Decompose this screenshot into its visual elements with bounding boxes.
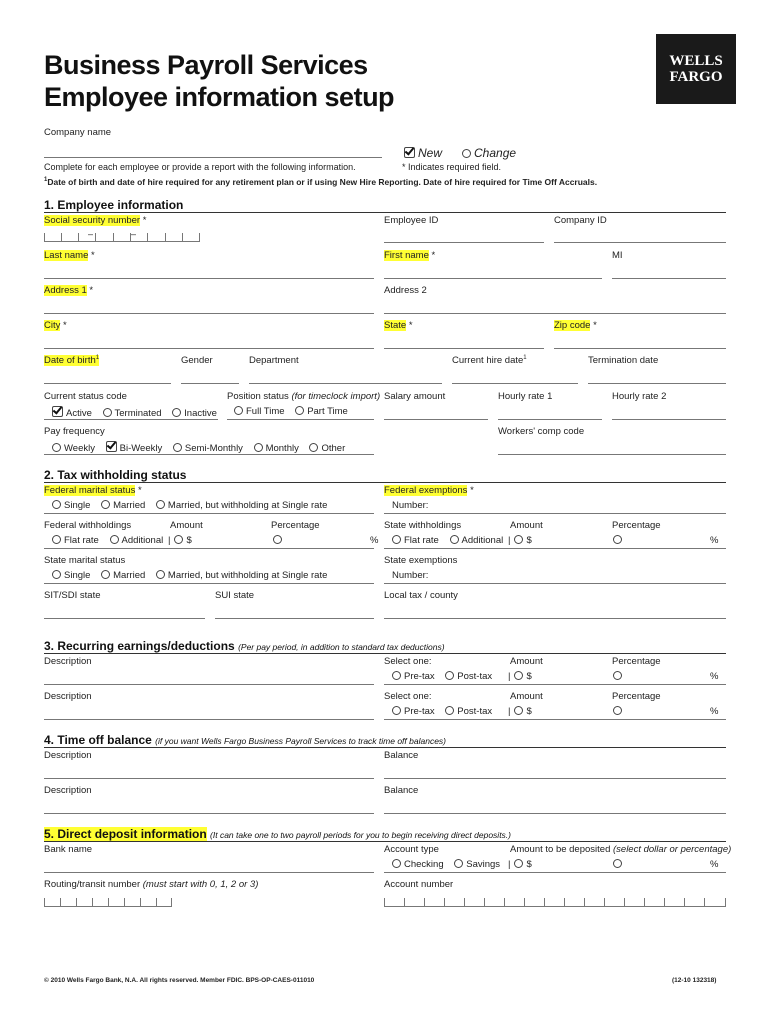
company-id-field[interactable] [554,242,726,243]
federal-withholdings-label: Federal withholdings [44,520,132,531]
mi-label: MI [612,250,623,261]
pretax-option[interactable]: Pre-tax [392,671,435,682]
radio-icon [295,406,304,415]
radio-icon [173,443,182,452]
address1-field[interactable] [44,313,374,314]
earnings-amount-label-2: Amount [510,691,543,702]
federal-exemptions-field[interactable] [384,513,726,514]
radio-icon [110,535,119,544]
zip-field[interactable] [554,348,726,349]
federal-percentage-label: Percentage [271,520,320,531]
hourly-rate-1-label: Hourly rate 1 [498,391,553,402]
change-option[interactable]: Change [462,146,516,160]
account-type-label: Account type [384,844,439,855]
hourly-rate-2-field[interactable] [612,419,726,420]
section-divider [44,841,726,842]
section-divider [44,482,726,483]
monthly-option[interactable]: Monthly [254,443,299,454]
city-field[interactable] [44,348,374,349]
married-option[interactable]: Married [101,570,145,581]
state-dollar-option[interactable]: | $ [508,535,532,546]
semimonthly-option[interactable]: Semi-Monthly [173,443,243,454]
instructions-text: Complete for each employee or provide a report with the following information. [44,162,356,172]
state-exemptions-label: State exemptions [384,555,458,566]
radio-icon [273,535,282,544]
last-name-label: Last name * [44,250,95,261]
radio-icon [392,671,401,680]
radio-icon [254,443,263,452]
deposit-dollar-option[interactable]: | $ [508,859,532,870]
time-off-balance-label: Balance [384,750,419,761]
radio-icon [445,706,454,715]
hourly-rate-1-field[interactable] [498,419,602,420]
earnings-percent-option-2[interactable] [613,706,625,717]
workers-comp-field[interactable] [498,454,726,455]
ssn-dash-1: – [88,229,94,239]
hire-date-field[interactable] [452,383,578,384]
department-field[interactable] [249,383,442,384]
termination-date-field[interactable] [588,383,726,384]
radio-icon [445,671,454,680]
radio-icon [174,535,183,544]
position-status-label: Position status (for timeclock import) [227,391,381,402]
checking-option[interactable]: Checking [392,859,444,870]
status-field [44,419,218,420]
checked-icon [52,406,63,417]
routing-number-label: Routing/transit number (must start with 0, 1, 2 or 3) [44,879,259,890]
earnings-dollar-option[interactable]: | $ [508,671,532,682]
section-divider [44,212,726,213]
radio-icon [514,859,523,868]
radio-icon [101,500,110,509]
radio-icon [234,406,243,415]
dob-field[interactable] [44,383,171,384]
sit-sdi-field[interactable] [44,618,205,619]
radio-icon [450,535,459,544]
radio-icon [172,408,181,417]
ssn-label: Social security number * [44,215,147,226]
married-single-option[interactable]: Married, but withholding at Single rate [156,570,327,581]
footer-copyright: © 2010 Wells Fargo Bank, N.A. All rights reserved. Member FDIC. BPS-OP-CAES-011010 [44,977,315,984]
routing-number-field[interactable] [44,898,172,907]
account-number-label: Account number [384,879,454,890]
section-2-title: 2. Tax withholding status [44,468,187,482]
status-inactive-option[interactable]: Inactive [172,408,217,419]
company-name-label: Company name [44,127,112,138]
wells-fargo-logo [656,34,736,104]
radio-icon [156,570,165,579]
address2-field[interactable] [384,313,726,314]
state-exemptions-number: Number: [392,570,429,581]
salary-label: Salary amount [384,391,446,402]
salary-field[interactable] [384,419,488,420]
bank-name-field[interactable] [44,872,374,873]
earnings-amount-label: Amount [510,656,543,667]
local-tax-label: Local tax / county [384,590,458,601]
weekly-option[interactable]: Weekly [52,443,95,454]
status-options [52,406,225,419]
city-label: City * [44,320,67,331]
state-marital-field [44,583,374,584]
radio-icon [52,443,61,452]
footnote: $^1$Date of birth and date of hire required for any retirement plan or if using New Hire Reporting. Date of hire required for Time Off Accruals. [44,177,598,187]
gender-field[interactable] [181,383,239,384]
position-field [227,419,374,420]
flat-rate-option[interactable]: Flat rate [52,535,99,546]
address1-label: Address 1 * [44,285,94,296]
hire-date-label: Current hire date$^1$ [452,355,527,367]
radio-icon [613,706,622,715]
radio-icon [514,535,523,544]
radio-icon [52,535,61,544]
radio-icon [514,671,523,680]
radio-icon [101,570,110,579]
section-divider [44,653,726,654]
state-label: State * [384,320,413,331]
required-note: * Indicates required field. [402,162,502,172]
posttax-option[interactable]: Post-tax [445,671,492,682]
status-terminated-option[interactable]: Terminated [103,408,162,419]
tax-type-options [392,671,500,682]
additional-option[interactable]: Additional [110,535,164,546]
department-label: Department [249,355,299,366]
earnings-amount-field[interactable] [384,684,726,685]
tax-type-options-2 [392,706,500,717]
radio-icon [392,535,401,544]
radio-icon [613,859,622,868]
time-off-balance-field[interactable] [384,778,726,779]
radio-icon [156,500,165,509]
radio-icon [52,500,61,509]
radio-icon [52,570,61,579]
federal-percent-sign: % [370,535,379,546]
title-line-1: Business Payroll Services [44,50,368,80]
radio-icon [103,408,112,417]
earnings-percentage-label: Percentage [612,656,661,667]
hourly-rate-2-label: Hourly rate 2 [612,391,667,402]
posttax-option[interactable]: Post-tax [445,706,492,717]
single-option[interactable]: Single [52,500,90,511]
earnings-description-field-2[interactable] [44,719,374,720]
married-single-option[interactable]: Married, but withholding at Single rate [156,500,327,511]
workers-comp-label: Workers' comp code [498,426,585,437]
pay-frequency-label: Pay frequency [44,426,105,437]
state-percent-option[interactable] [613,535,625,546]
bank-name-label: Bank name [44,844,93,855]
radio-icon [462,149,471,158]
select-one-label: Select one: [384,656,432,667]
first-name-label: First name * [384,250,436,261]
employee-id-field[interactable] [384,242,544,243]
logo-line-2: FARGO [669,69,723,85]
federal-marital-options [52,500,335,511]
federal-amount-label: Amount [170,520,203,531]
savings-option[interactable]: Savings [454,859,500,870]
full-time-option[interactable]: Full Time [234,406,285,417]
title-line-2: Employee information setup [44,82,395,112]
earnings-percentage-label-2: Percentage [612,691,661,702]
state-marital-options [52,570,335,581]
radio-icon [392,859,401,868]
termination-date-label: Termination date [588,355,659,366]
sit-sdi-label: SIT/SDI state [44,590,101,601]
pay-frequency-options [52,441,353,454]
account-type-options [392,859,508,870]
state-percent-sign: % [710,535,719,546]
federal-dollar-option[interactable]: | $ [168,535,192,546]
single-option[interactable]: Single [52,570,90,581]
married-option[interactable]: Married [101,500,145,511]
sui-label: SUI state [215,590,255,601]
footer-form-code: (12-10 132318) [672,977,717,984]
radio-icon [514,706,523,715]
ssn-dash-2: – [131,229,137,239]
pay-frequency-field [44,454,374,455]
section-divider [44,747,726,748]
zip-label: Zip code * [554,320,597,331]
flat-rate-option[interactable]: Flat rate [392,535,439,546]
first-name-field[interactable] [384,278,602,279]
federal-withholding-options [52,535,171,546]
state-percentage-label: Percentage [612,520,661,531]
state-marital-label: State marital status [44,555,126,566]
radio-icon [309,443,318,452]
select-one-label-2: Select one: [384,691,432,702]
time-off-description-label-2: Description [44,785,92,796]
deposit-field[interactable] [384,872,726,873]
amount-deposited-label: Amount to be deposited (select dollar or percentage) [510,844,732,855]
state-exemptions-field[interactable] [384,583,726,584]
section-3-title: 3. Recurring earnings/deductions (Per pay period, in addition to standard tax deductions) [44,639,445,653]
earnings-percent-sign-2: % [710,706,719,717]
status-active-option[interactable]: Active [52,408,92,419]
earnings-dollar-option-2[interactable]: | $ [508,706,532,717]
radio-icon [613,535,622,544]
gender-label: Gender [181,355,213,366]
biweekly-option[interactable]: Bi-Weekly [106,443,163,454]
dob-label: Date of birth$^1$ [44,355,100,367]
radio-icon [392,706,401,715]
account-number-field[interactable] [384,898,726,907]
time-off-description-label: Description [44,750,92,761]
section-5-title: 5. Direct deposit information (It can take one to two payroll periods for you to begin receiving direct deposits.) [44,827,511,841]
federal-exemptions-number: Number: [392,500,429,511]
federal-marital-field [44,513,374,514]
new-option[interactable]: New [404,146,442,160]
pretax-option[interactable]: Pre-tax [392,706,435,717]
earnings-description-label: Description [44,656,92,667]
federal-withholding-field [44,548,374,549]
earnings-description-field[interactable] [44,684,374,685]
earnings-percent-sign: % [710,671,719,682]
logo-line-1: WELLS [669,53,723,69]
federal-exemptions-label: Federal exemptions * [384,485,474,496]
earnings-percent-option[interactable] [613,671,625,682]
additional-option[interactable]: Additional [450,535,504,546]
radio-icon [454,859,463,868]
federal-percent-option[interactable] [273,535,285,546]
deposit-percent-option[interactable] [613,859,625,870]
sui-field[interactable] [215,618,374,619]
section-4-title: 4. Time off balance (if you want Wells Fargo Business Payroll Services to track time off balances) [44,733,446,747]
mi-field[interactable] [612,278,726,279]
address2-label: Address 2 [384,285,427,296]
checked-icon [106,441,117,452]
earnings-description-label-2: Description [44,691,92,702]
position-options [234,406,356,417]
federal-marital-label: Federal marital status * [44,485,142,496]
state-withholdings-label: State withholdings [384,520,462,531]
employee-id-label: Employee ID [384,215,439,226]
earnings-amount-field-2[interactable] [384,719,726,720]
deposit-percent-sign: % [710,859,719,870]
part-time-option[interactable]: Part Time [295,406,348,417]
radio-icon [613,671,622,680]
state-amount-label: Amount [510,520,543,531]
company-id-label: Company ID [554,215,607,226]
checked-icon [404,147,415,158]
time-off-description-field[interactable] [44,778,374,779]
company-name-field[interactable] [44,157,382,158]
state-field[interactable] [384,348,544,349]
time-off-balance-label-2: Balance [384,785,419,796]
local-tax-field[interactable] [384,618,726,619]
section-1-title: 1. Employee information [44,198,184,212]
other-option[interactable]: Other [309,443,345,454]
ssn-field[interactable] [44,233,200,242]
state-withholding-options [392,535,511,546]
last-name-field[interactable] [44,278,374,279]
state-withholding-field [384,548,726,549]
time-off-description-field-2[interactable] [44,813,374,814]
status-code-label: Current status code [44,391,127,402]
time-off-balance-field-2[interactable] [384,813,726,814]
